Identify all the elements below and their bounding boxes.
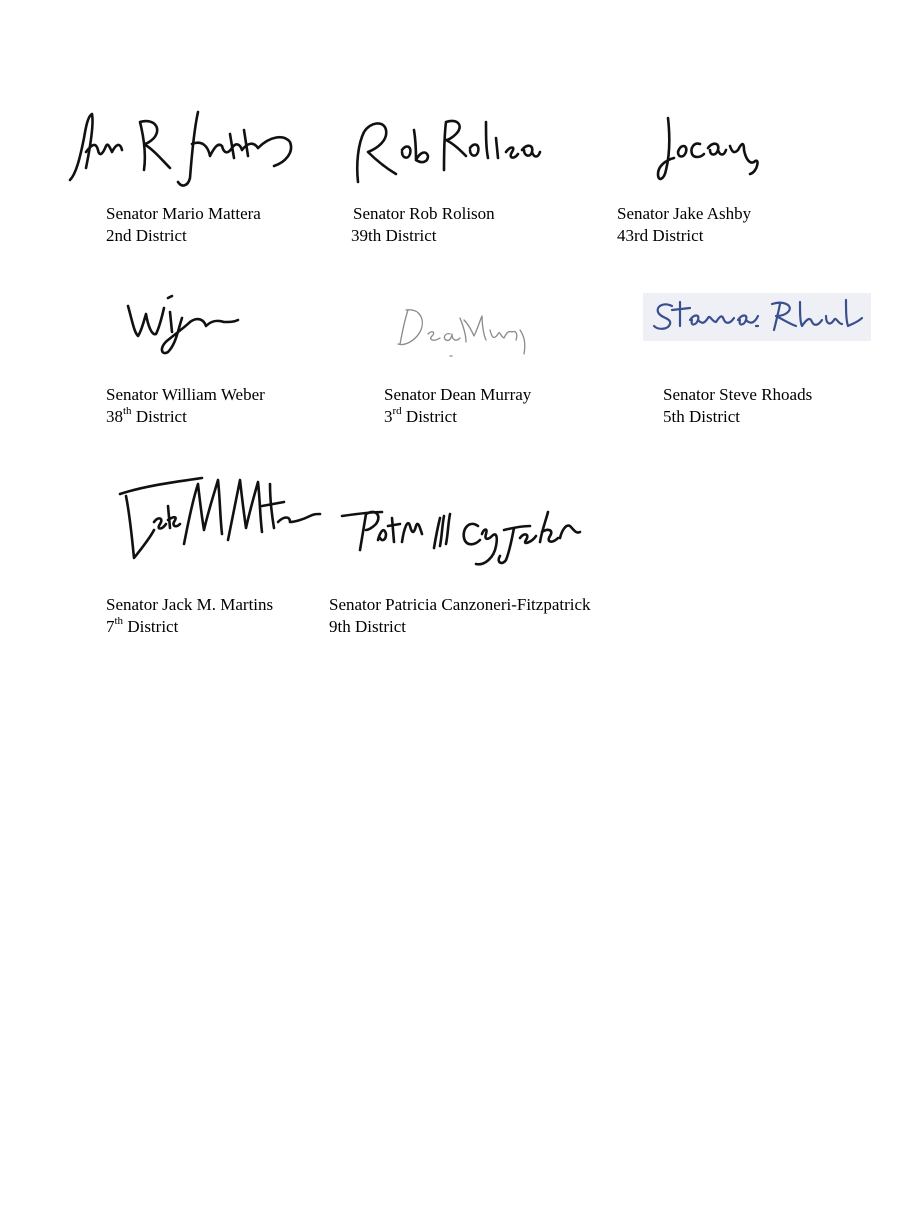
district-word: District <box>381 226 437 245</box>
signer-block <box>106 384 265 428</box>
signature-jake-ashby <box>654 112 766 190</box>
district-ordinal-suffix: th <box>123 405 132 418</box>
signer-name: Senator Rob Rolison <box>353 204 495 223</box>
district-number: 7 <box>106 617 115 636</box>
district-number: 5th <box>663 407 685 426</box>
signature-rob-rolison <box>350 112 546 190</box>
signer-district <box>663 406 812 428</box>
signer-name: Senator Mario Mattera <box>106 204 261 223</box>
signer-name: Senator William Weber <box>106 385 265 404</box>
signature-william-weber <box>124 290 242 358</box>
signer-block <box>329 594 591 638</box>
signer-name: Senator Patricia Canzoneri-Fitzpatrick <box>329 595 591 614</box>
district-word: District <box>131 226 187 245</box>
signer-block <box>384 384 531 428</box>
signer-block <box>106 594 273 638</box>
district-number: 43rd <box>617 226 649 245</box>
signer-block <box>353 203 495 247</box>
district-number: 2nd <box>106 226 132 245</box>
district-number: 39th <box>351 226 382 245</box>
district-number: 9th <box>329 617 351 636</box>
signer-district <box>351 225 495 247</box>
signer-name: Senator Jake Ashby <box>617 204 752 223</box>
district-ordinal-suffix: th <box>114 615 124 628</box>
signer-name: Senator Dean Murray <box>384 385 532 404</box>
signer-district <box>106 406 265 428</box>
district-word: District <box>123 617 179 636</box>
district-word: District <box>350 617 406 636</box>
district-number: 3 <box>384 407 393 426</box>
district-word: District <box>648 226 704 245</box>
district-number: 38 <box>106 407 123 426</box>
signer-name: Senator Steve Rhoads <box>663 385 813 404</box>
signer-district <box>106 225 261 247</box>
signature-dean-murray <box>394 300 538 360</box>
district-ordinal-suffix: rd <box>392 405 402 418</box>
signer-name: Senator Jack M. Martins <box>106 595 274 614</box>
district-word: District <box>684 407 740 426</box>
signer-block <box>663 384 812 428</box>
signer-district <box>329 616 591 638</box>
district-word: District <box>131 407 187 426</box>
signature-patricia-canzoneri-fitzpatrick <box>336 490 584 570</box>
signer-block <box>106 203 261 247</box>
signer-district <box>384 406 531 428</box>
signature-steve-rhoads <box>650 296 866 338</box>
signer-district <box>106 616 273 638</box>
district-word: District <box>401 407 457 426</box>
signature-mario-mattera <box>62 108 298 190</box>
signer-district <box>617 225 751 247</box>
signer-block <box>617 203 751 247</box>
signature-jack-martins <box>114 472 324 564</box>
